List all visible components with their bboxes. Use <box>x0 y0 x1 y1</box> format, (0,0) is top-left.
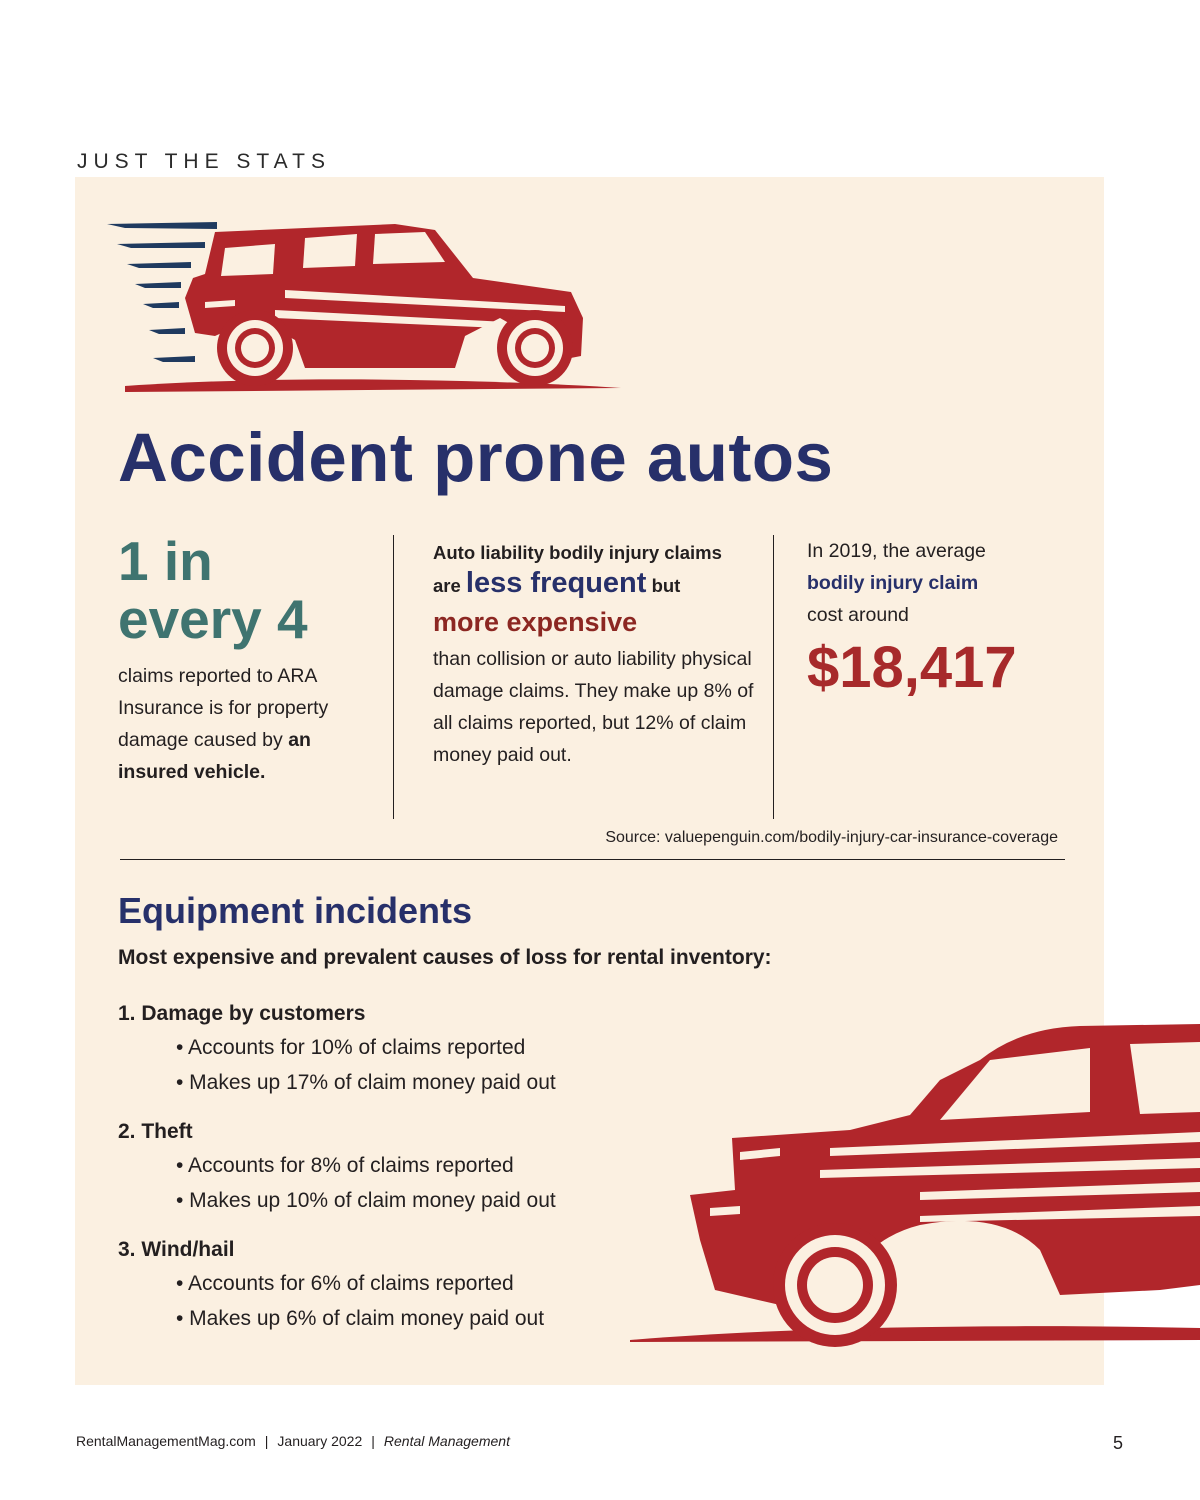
stat3-amount: $18,417 <box>807 635 1017 700</box>
cause-bullet: • Makes up 10% of claim money paid out <box>176 1189 556 1212</box>
footer-site: RentalManagementMag.com <box>76 1433 256 1449</box>
causes-list <box>118 998 678 1352</box>
stat2-less-frequent: less frequent <box>465 567 647 599</box>
suv-icon <box>105 218 625 398</box>
stat-bodily-injury-frequency <box>433 538 763 771</box>
cause-title: 2. Theft <box>118 1120 193 1143</box>
page-footer <box>76 1433 510 1449</box>
equipment-heading: Equipment incidents <box>118 890 473 931</box>
cause-title: 1. Damage by customers <box>118 1002 366 1025</box>
section-kicker: JUST THE STATS <box>77 150 331 173</box>
stat3-intro: In 2019, the average <box>807 540 986 562</box>
list-item <box>118 998 678 1100</box>
stat3-cost-label: cost around <box>807 604 909 626</box>
column-divider <box>393 535 394 819</box>
stat-big-line-2: every 4 <box>118 588 308 650</box>
stat-big-number <box>118 532 383 648</box>
stat-description <box>118 660 383 788</box>
footer-divider: | <box>371 1433 375 1449</box>
cause-bullet: • Makes up 17% of claim money paid out <box>176 1071 556 1094</box>
stat2-are: are <box>433 575 461 596</box>
footer-divider: | <box>264 1433 269 1449</box>
stat2-description: than collision or auto liability physical damage claims. They make up 8% of all claims reported, but 12% of claim money paid out. <box>433 648 754 766</box>
column-divider <box>773 535 774 819</box>
page-number: 5 <box>1113 1433 1124 1453</box>
cause-bullet: • Makes up 6% of claim money paid out <box>176 1307 545 1330</box>
stat2-more-expensive: more expensive <box>433 607 638 637</box>
stat-description-text: claims reported to ARA Insurance is for property damage caused by <box>118 665 329 751</box>
list-item <box>118 1116 678 1218</box>
page-title: Accident prone autos <box>118 419 834 496</box>
stat2-lead: Auto liability bodily injury claims <box>433 542 722 563</box>
list-item <box>118 1234 678 1336</box>
stat2-frequency-line <box>433 568 763 601</box>
footer-date: January 2022 <box>277 1433 363 1449</box>
stat-big-line-1: 1 in <box>118 530 213 592</box>
footer-publication: Rental Management <box>383 1433 510 1449</box>
stat-average-claim <box>807 535 1077 703</box>
cause-title: 3. Wind/hail <box>118 1238 235 1261</box>
stat-description-bold: an insured vehicle. <box>118 729 311 783</box>
source-citation: Source: valuepenguin.com/bodily-injury-car-insurance-coverage <box>605 829 1058 846</box>
section-divider <box>120 859 1065 860</box>
stat2-but: but <box>651 575 681 596</box>
cause-bullet: • Accounts for 10% of claims reported <box>176 1036 526 1059</box>
cause-bullet: • Accounts for 8% of claims reported <box>176 1154 514 1177</box>
truck-icon <box>620 1020 1200 1350</box>
equipment-subheading: Most expensive and prevalent causes of loss for rental inventory: <box>118 946 772 969</box>
stat3-highlight: bodily injury claim <box>807 572 979 594</box>
stat-one-in-four <box>118 532 383 788</box>
cause-bullet: • Accounts for 6% of claims reported <box>176 1272 514 1295</box>
